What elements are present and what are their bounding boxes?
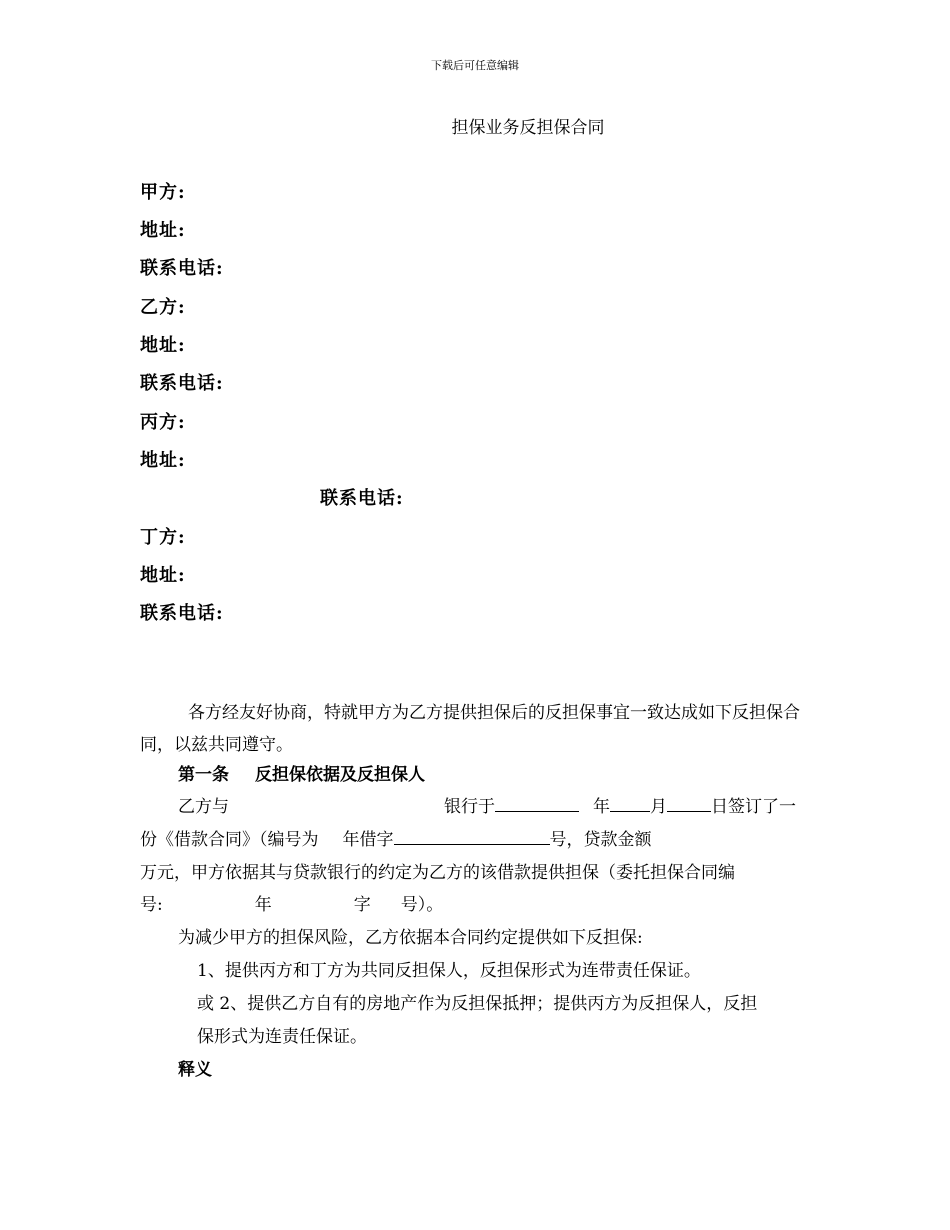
- party-c-label: 丙方:: [140, 412, 186, 433]
- text-segment: 份《借款合同》（编号为: [140, 830, 319, 850]
- option-item-2-line-2: 保形式为连责任保证。: [197, 1027, 367, 1047]
- text-segment: 号:: [140, 895, 163, 915]
- blank-field: [667, 793, 711, 812]
- loan-line-1-bank: [444, 791, 796, 823]
- document-title: 担保业务反担保合同: [451, 118, 605, 138]
- blank-field: [394, 826, 550, 845]
- loan-line-4: [140, 889, 443, 921]
- header-note: 下载后可任意编辑: [431, 59, 519, 72]
- party-b-address-label: 地址:: [140, 335, 186, 356]
- text-segment: 号，贷款金额: [549, 830, 652, 850]
- party-a-phone-label: 联系电话:: [140, 258, 224, 279]
- party-b-label: 乙方:: [140, 297, 186, 318]
- loan-line-3: 万元，甲方依据其与贷款银行的约定为乙方的该借款提供担保（委托担保合同编: [140, 863, 735, 883]
- option-item-1: 1、提供丙方和丁方为共同反担保人，反担保形式为连带责任保证。: [197, 961, 701, 981]
- party-c-address-label: 地址:: [140, 450, 186, 471]
- party-d-address-label: 地址:: [140, 565, 186, 586]
- article-1-number: 第一条: [178, 765, 229, 785]
- party-b-phone-label: 联系电话:: [140, 373, 224, 394]
- text-segment: 号）。: [400, 895, 444, 915]
- party-d-phone-label: 联系电话:: [140, 603, 224, 624]
- text-segment: 日签订了一: [711, 797, 796, 817]
- text-segment: 年借字: [342, 830, 394, 850]
- party-d-label: 丁方:: [140, 527, 186, 548]
- definitions-heading: 释义: [178, 1060, 212, 1080]
- option-item-2-line-1: 或 2、提供乙方自有的房地产作为反担保抵押；提供丙方为反担保人，反担: [197, 994, 758, 1014]
- loan-line-2: [140, 824, 652, 856]
- party-c-phone-label: 联系电话:: [320, 488, 404, 509]
- loan-line-1: [178, 791, 229, 823]
- party-a-address-label: 地址:: [140, 220, 186, 241]
- intro-paragraph: 各方经友好协商，特就甲方为乙方提供担保后的反担保事宜一致达成如下反担保合同，以兹共同遵守。: [140, 703, 800, 755]
- counter-guarantee-intro: 为减少甲方的担保风险，乙方依据本合同约定提供如下反担保:: [178, 928, 643, 948]
- article-1-heading: [178, 759, 425, 791]
- text-segment: 字: [353, 895, 371, 915]
- text-segment: 年: [254, 895, 272, 915]
- text-segment: 乙方与: [178, 797, 229, 817]
- blank-field: [610, 793, 650, 812]
- party-a-label: 甲方:: [140, 182, 186, 203]
- blank-field: [495, 793, 579, 812]
- text-segment: 月: [650, 797, 667, 817]
- text-segment: 年: [593, 797, 610, 817]
- article-1-title: 反担保依据及反担保人: [255, 765, 425, 785]
- text-segment: 银行于: [444, 797, 495, 817]
